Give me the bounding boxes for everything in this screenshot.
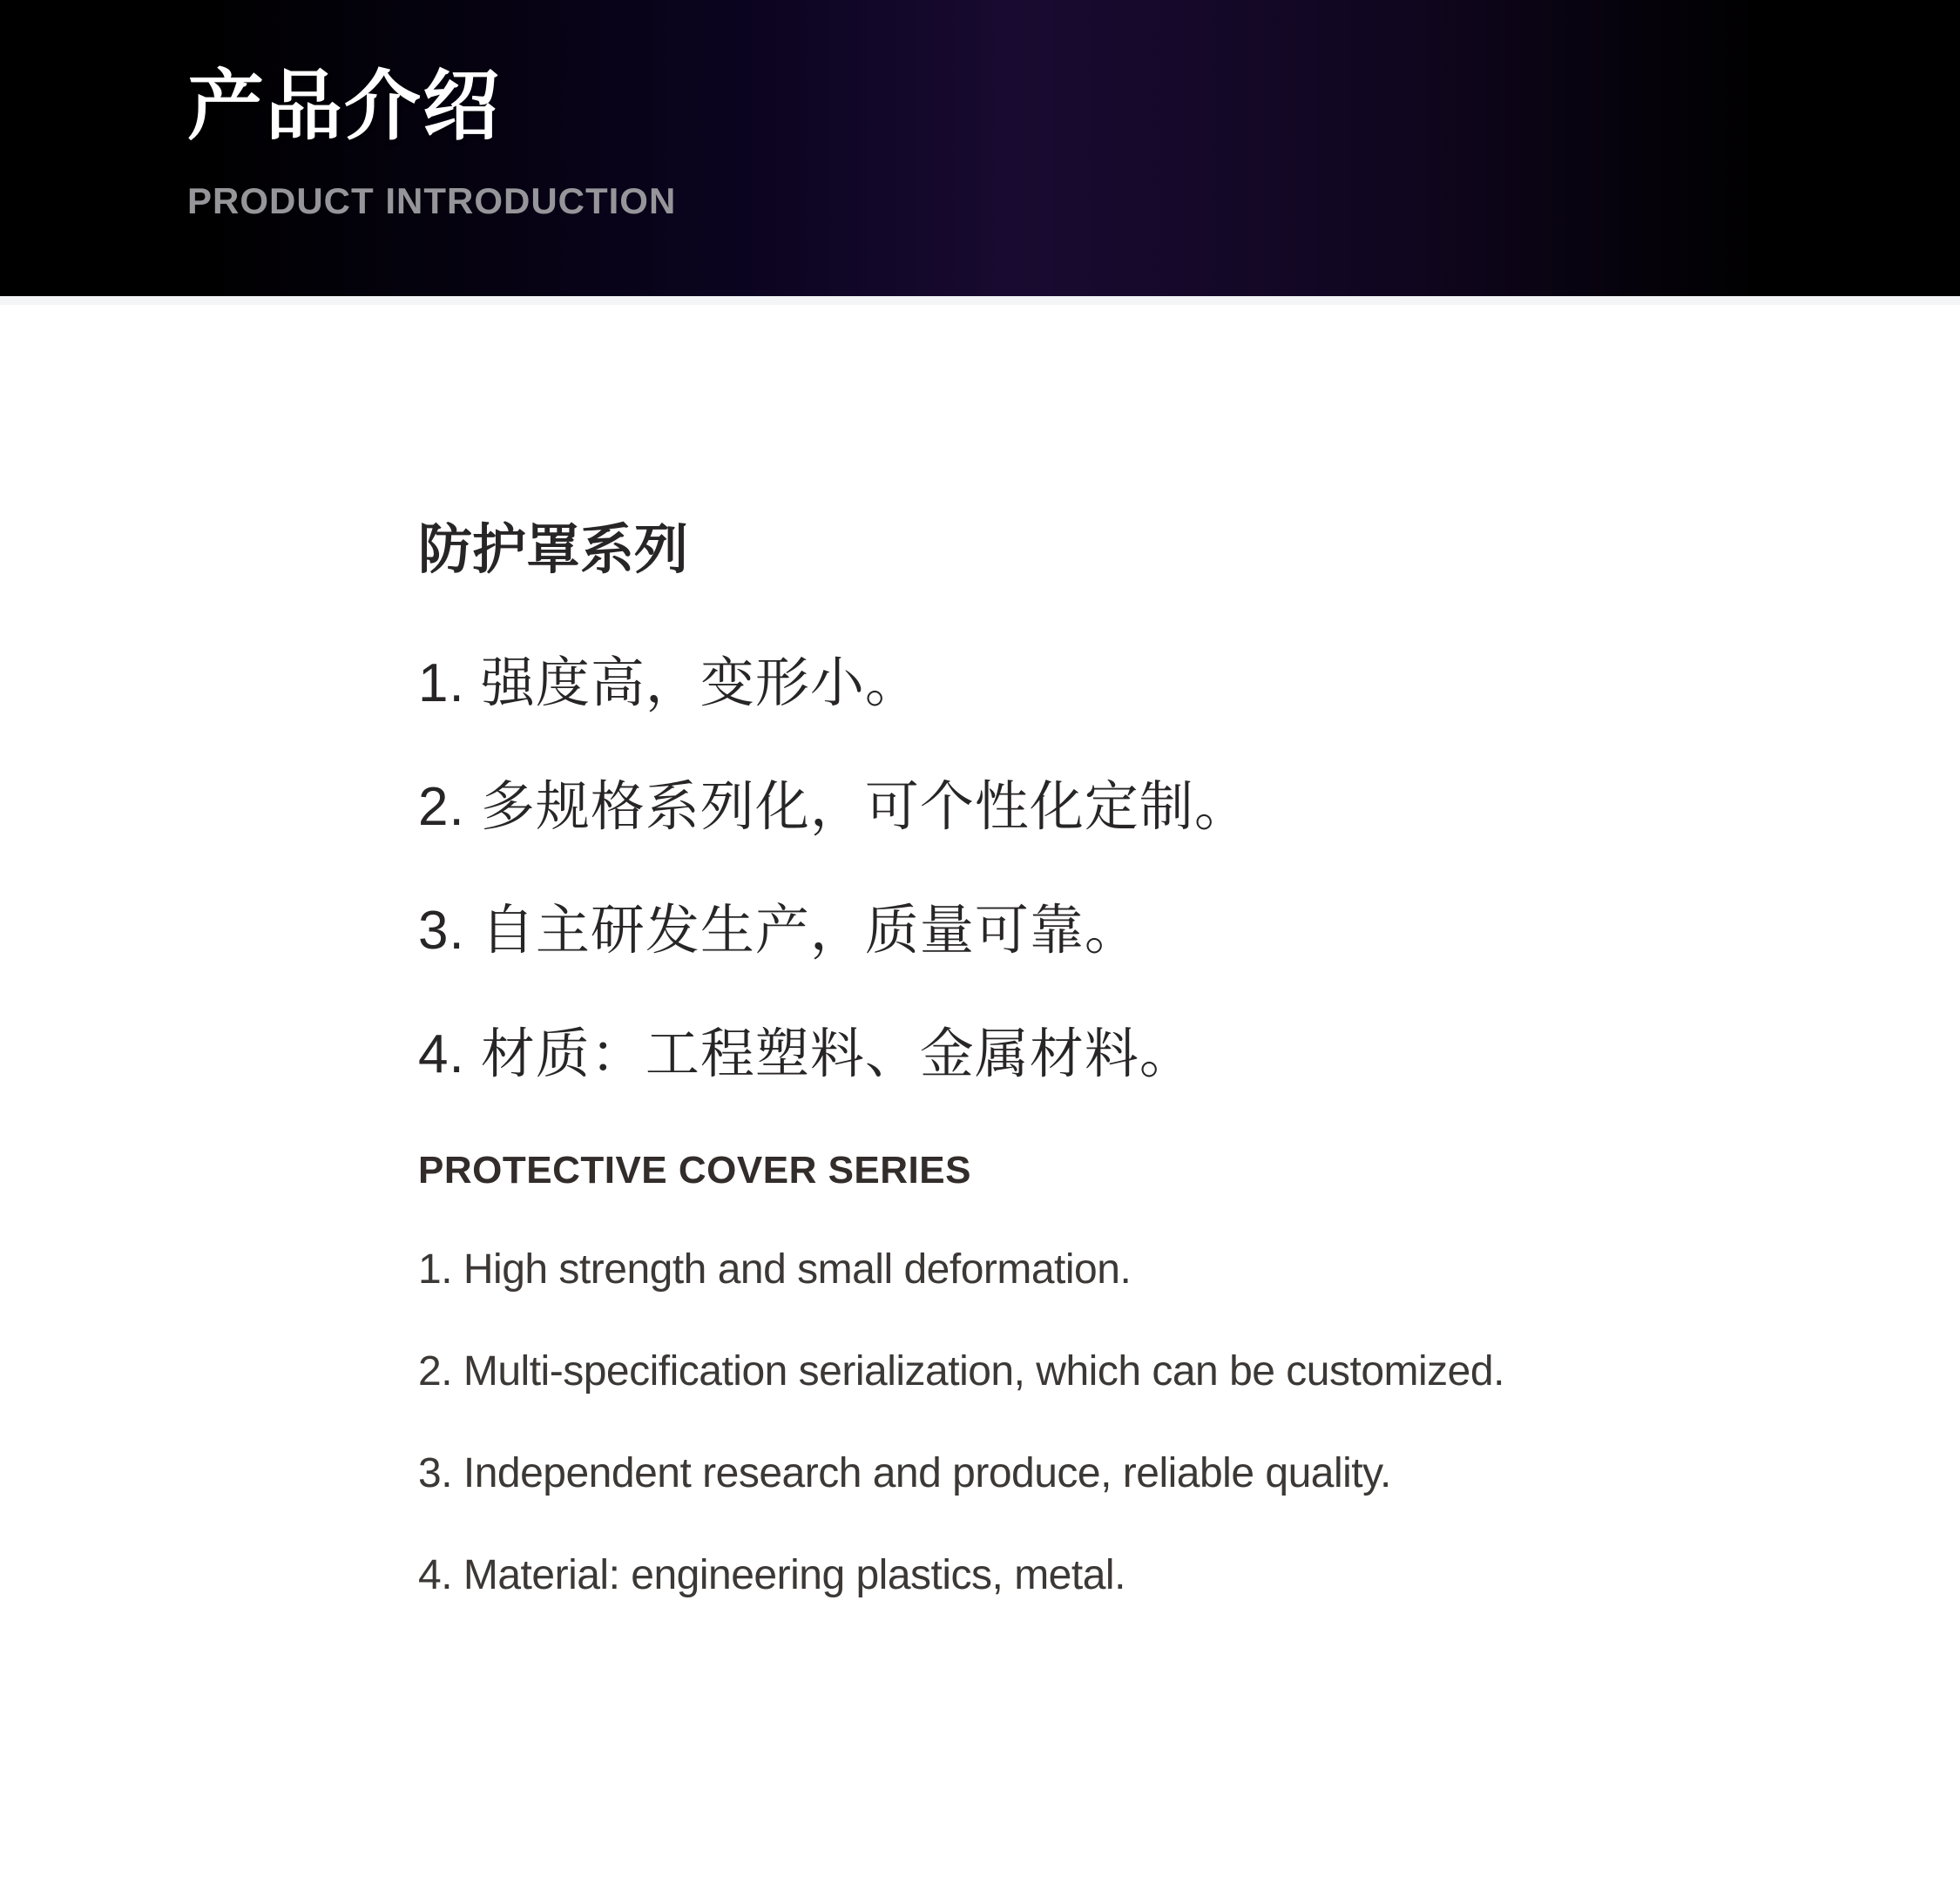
en-feature-list (418, 1246, 1960, 1598)
zh-section-heading: 防护罩系列 (418, 520, 689, 580)
page-title-zh: 产品介绍 (187, 63, 502, 149)
en-feature-item-4: 4. Material: engineering plastics, metal. (418, 1552, 1125, 1598)
zh-feature-item-3: 3. 自主研发生产，质量可靠。 (418, 901, 1139, 961)
en-feature-item-1: 1. High strength and small deformation. (418, 1246, 1132, 1293)
zh-feature-item-1: 1. 强度高，变形小。 (418, 653, 920, 713)
en-feature-item-3: 3. Independent research and produce, reliable quality. (418, 1450, 1391, 1496)
page-title-en: PRODUCT INTRODUCTION (187, 180, 677, 221)
en-section-heading: PROTECTIVE COVER SERIES (418, 1149, 971, 1192)
zh-feature-item-4: 4. 材质：工程塑料、金属材料。 (418, 1024, 1194, 1084)
zh-feature-item-2: 2. 多规格系列化，可个性化定制。 (418, 777, 1249, 837)
zh-feature-list (418, 653, 1960, 1084)
en-feature-item-2: 2. Multi-specification serialization, which can be customized. (418, 1348, 1504, 1394)
main-content (0, 305, 1960, 1597)
header-divider-strip (0, 296, 1960, 305)
page-header-banner (0, 0, 1960, 296)
